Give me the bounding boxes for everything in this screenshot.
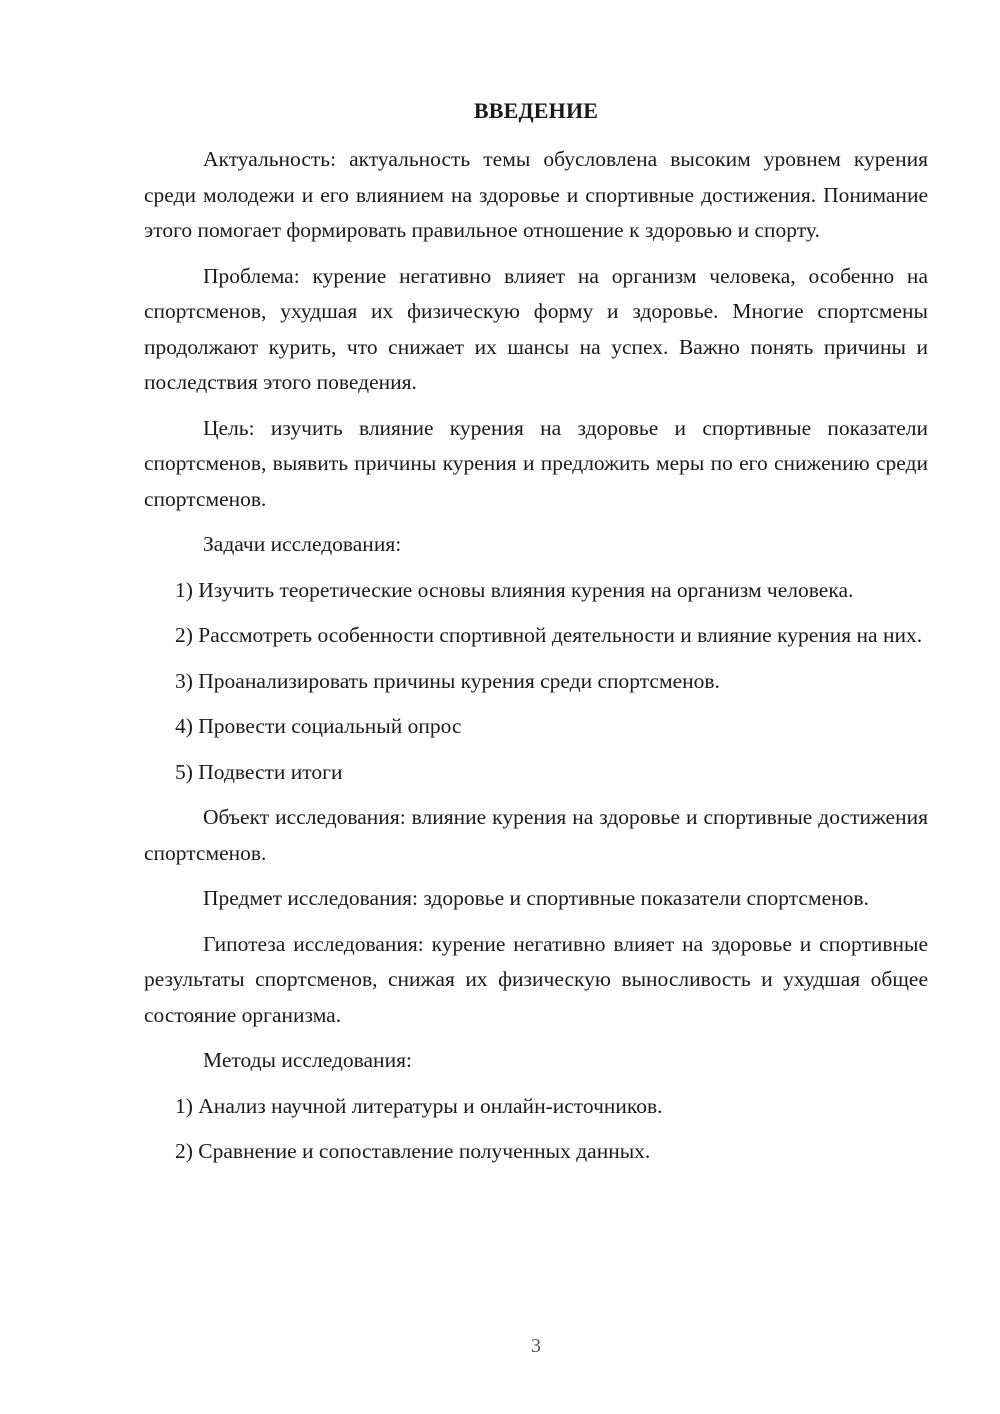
task-item-5: 5) Подвести итоги [175,759,343,784]
page-number: 3 [531,1335,541,1357]
methods-title: Методы исследования: [203,1048,412,1072]
page-heading: ВВЕДЕНИЕ [473,98,599,123]
method-item-2: 2) Сравнение и сопоставление полученных данных. [175,1139,651,1163]
task-item-3: 3) Проанализировать причины курения среди спортсменов. [175,668,720,693]
tasks-title: Задачи исследования: [203,532,402,556]
problem-paragraph: Проблема: курение негативно влияет на организм человека, особенно на спортсменов, ухудшая их физическую форму и здоровье. Многие спортсмены продолжают курить, что снижает их шансы на успех. Важно понять причины и последствия этого поведения. [144,263,928,394]
hypothesis-paragraph: Гипотеза исследования: курение негативно влияет на здоровье и спортивные результаты спортсменов, снижая их физическую выносливость и ухудшая общее состояние организма. [144,931,928,1027]
task-item-2: 2) Рассмотреть особенности спортивной деятельности и влияние курения на них. [175,623,923,647]
task-item-1: 1) Изучить теоретические основы влияния курения на организм человека. [175,577,854,602]
relevance-paragraph: Актуальность: актуальность темы обусловлена высоким уровнем курения среди молодежи и его влиянием на здоровье и спортивные достижения. Понимание этого помогает формировать правильное отношение к здоровью и спорту. [144,147,928,242]
subject-paragraph: Предмет исследования: здоровье и спортивные показатели спортсменов. [203,886,869,910]
method-item-1: 1) Анализ научной литературы и онлайн-источников. [175,1093,663,1118]
task-item-4: 4) Провести социальный опрос [175,714,462,738]
object-paragraph: Объект исследования: влияние курения на здоровье и спортивные достижения спортсменов. [144,805,928,865]
body-text [144,142,928,1180]
goal-paragraph: Цель: изучить влияние курения на здоровье и спортивные показатели спортсменов, выявить причины курения и предложить меры по его снижению среди спортсменов. [144,415,928,511]
